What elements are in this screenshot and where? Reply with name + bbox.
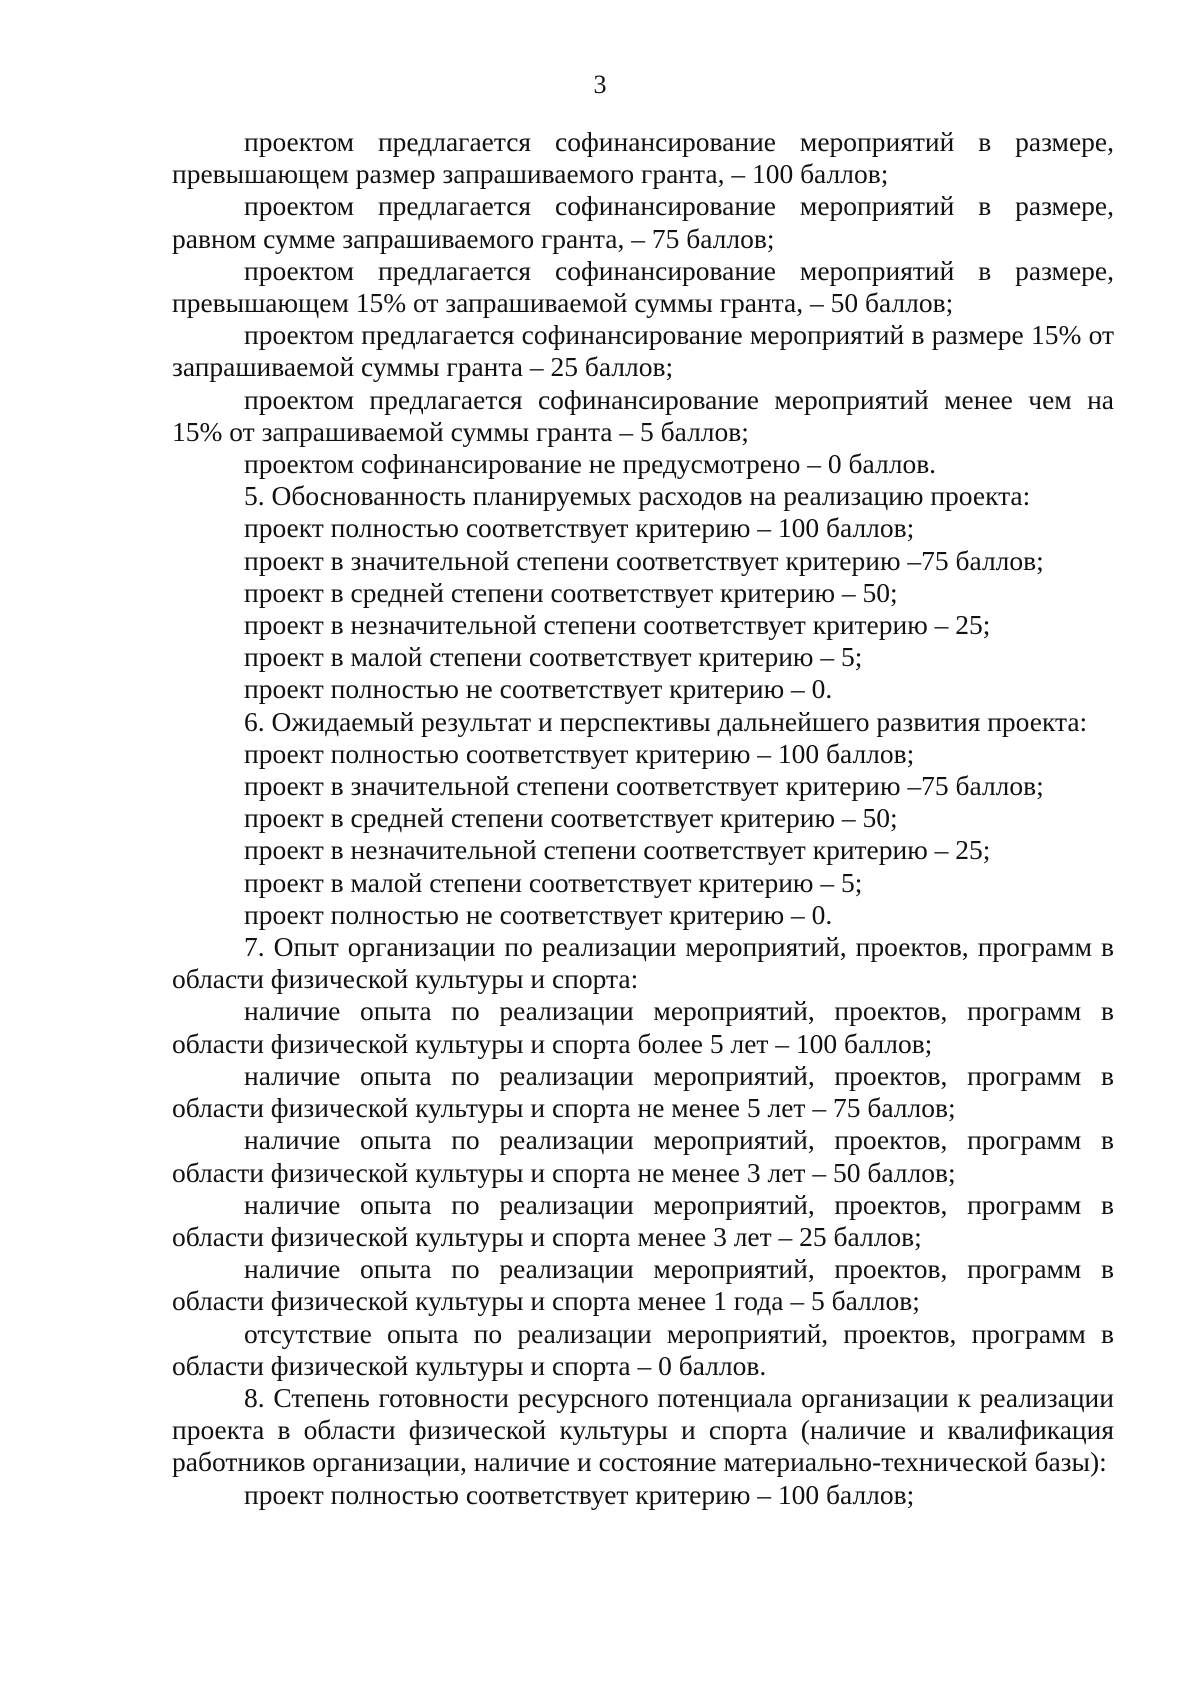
paragraph-cofinancing-100: проектом предлагается софинансирование мероприятий в размере, превышающем размер запрашиваемого гранта, – 100 баллов; (172, 126, 1114, 190)
criterion-5-score-100: проект полностью соответствует критерию – 100 баллов; (244, 512, 915, 544)
criterion-7-score-75: наличие опыта по реализации мероприятий, проектов, программ в области физической культуры и спорта не менее 5 лет – 75 баллов; (172, 1059, 1114, 1124)
criterion-6-score-100: проект полностью соответствует критерию – 100 баллов; (244, 737, 915, 769)
criterion-6-score-25: проект в незначительной степени соответствует критерию – 25; (244, 834, 991, 866)
criterion-5-score-5: проект в малой степени соответствует критерию – 5; (244, 641, 863, 673)
criterion-5-score-50: проект в средней степени соответствует критерию – 50; (244, 576, 898, 608)
criterion-8-heading: 8. Степень готовности ресурсного потенциала организации к реализации проекта в области физической культуры и спорта (наличие и квалификация работников организации, наличие и состояние материально-технической базы): (172, 1381, 1114, 1478)
criterion-6-heading: 6. Ожидаемый результат и перспективы дальнейшего развития проекта: (244, 705, 1088, 737)
paragraph-cofinancing-5: проектом предлагается софинансирование мероприятий менее чем на 15% от запрашиваемой суммы гранта – 5 баллов; (172, 383, 1114, 447)
document-body (172, 126, 1114, 1511)
page-number: 3 (593, 70, 607, 99)
criterion-6-score-75: проект в значительной степени соответствует критерию –75 баллов; (244, 770, 1044, 802)
paragraph-cofinancing-50: проектом предлагается софинансирование мероприятий в размере, превышающем 15% от запрашиваемой суммы гранта, – 50 баллов; (172, 254, 1114, 319)
paragraph-cofinancing-25: проектом предлагается софинансирование мероприятий в размере 15% от запрашиваемой суммы гранта – 25 баллов; (172, 319, 1114, 383)
criterion-8-score-100: проект полностью соответствует критерию – 100 баллов; (244, 1478, 915, 1510)
criterion-6-score-0: проект полностью не соответствует критерию – 0. (244, 898, 833, 930)
paragraph-cofinancing-0: проектом софинансирование не предусмотрено – 0 баллов. (244, 448, 937, 480)
criterion-5-score-0: проект полностью не соответствует критерию – 0. (244, 673, 833, 705)
criterion-5-score-25: проект в незначительной степени соответствует критерию – 25; (244, 609, 991, 641)
criterion-6-score-50: проект в средней степени соответствует критерию – 50; (244, 802, 898, 834)
criterion-7-score-0: отсутствие опыта по реализации мероприятий, проектов, программ в области физической культуры и спорта – 0 баллов. (172, 1317, 1114, 1381)
criterion-7-heading: 7. Опыт организации по реализации мероприятий, проектов, программ в области физической культуры и спорта: (172, 931, 1114, 995)
criterion-5-score-75: проект в значительной степени соответствует критерию –75 баллов; (244, 544, 1044, 576)
paragraph-cofinancing-75: проектом предлагается софинансирование мероприятий в размере, равном сумме запрашиваемого гранта, – 75 баллов; (172, 190, 1114, 254)
criterion-7-score-5: наличие опыта по реализации мероприятий, проектов, программ в области физической культуры и спорта менее 1 года – 5 баллов; (172, 1253, 1114, 1317)
criterion-7-score-50: наличие опыта по реализации мероприятий, проектов, программ в области физической культуры и спорта не менее 3 лет – 50 баллов; (172, 1124, 1114, 1188)
criterion-6-score-5: проект в малой степени соответствует критерию – 5; (244, 866, 863, 898)
criterion-7-score-100: наличие опыта по реализации мероприятий, проектов, программ в области физической культуры и спорта более 5 лет – 100 баллов; (172, 995, 1114, 1059)
criterion-7-score-25: наличие опыта по реализации мероприятий, проектов, программ в области физической культуры и спорта менее 3 лет – 25 баллов; (172, 1188, 1114, 1252)
criterion-5-heading: 5. Обоснованность планируемых расходов на реализацию проекта: (244, 480, 1031, 512)
